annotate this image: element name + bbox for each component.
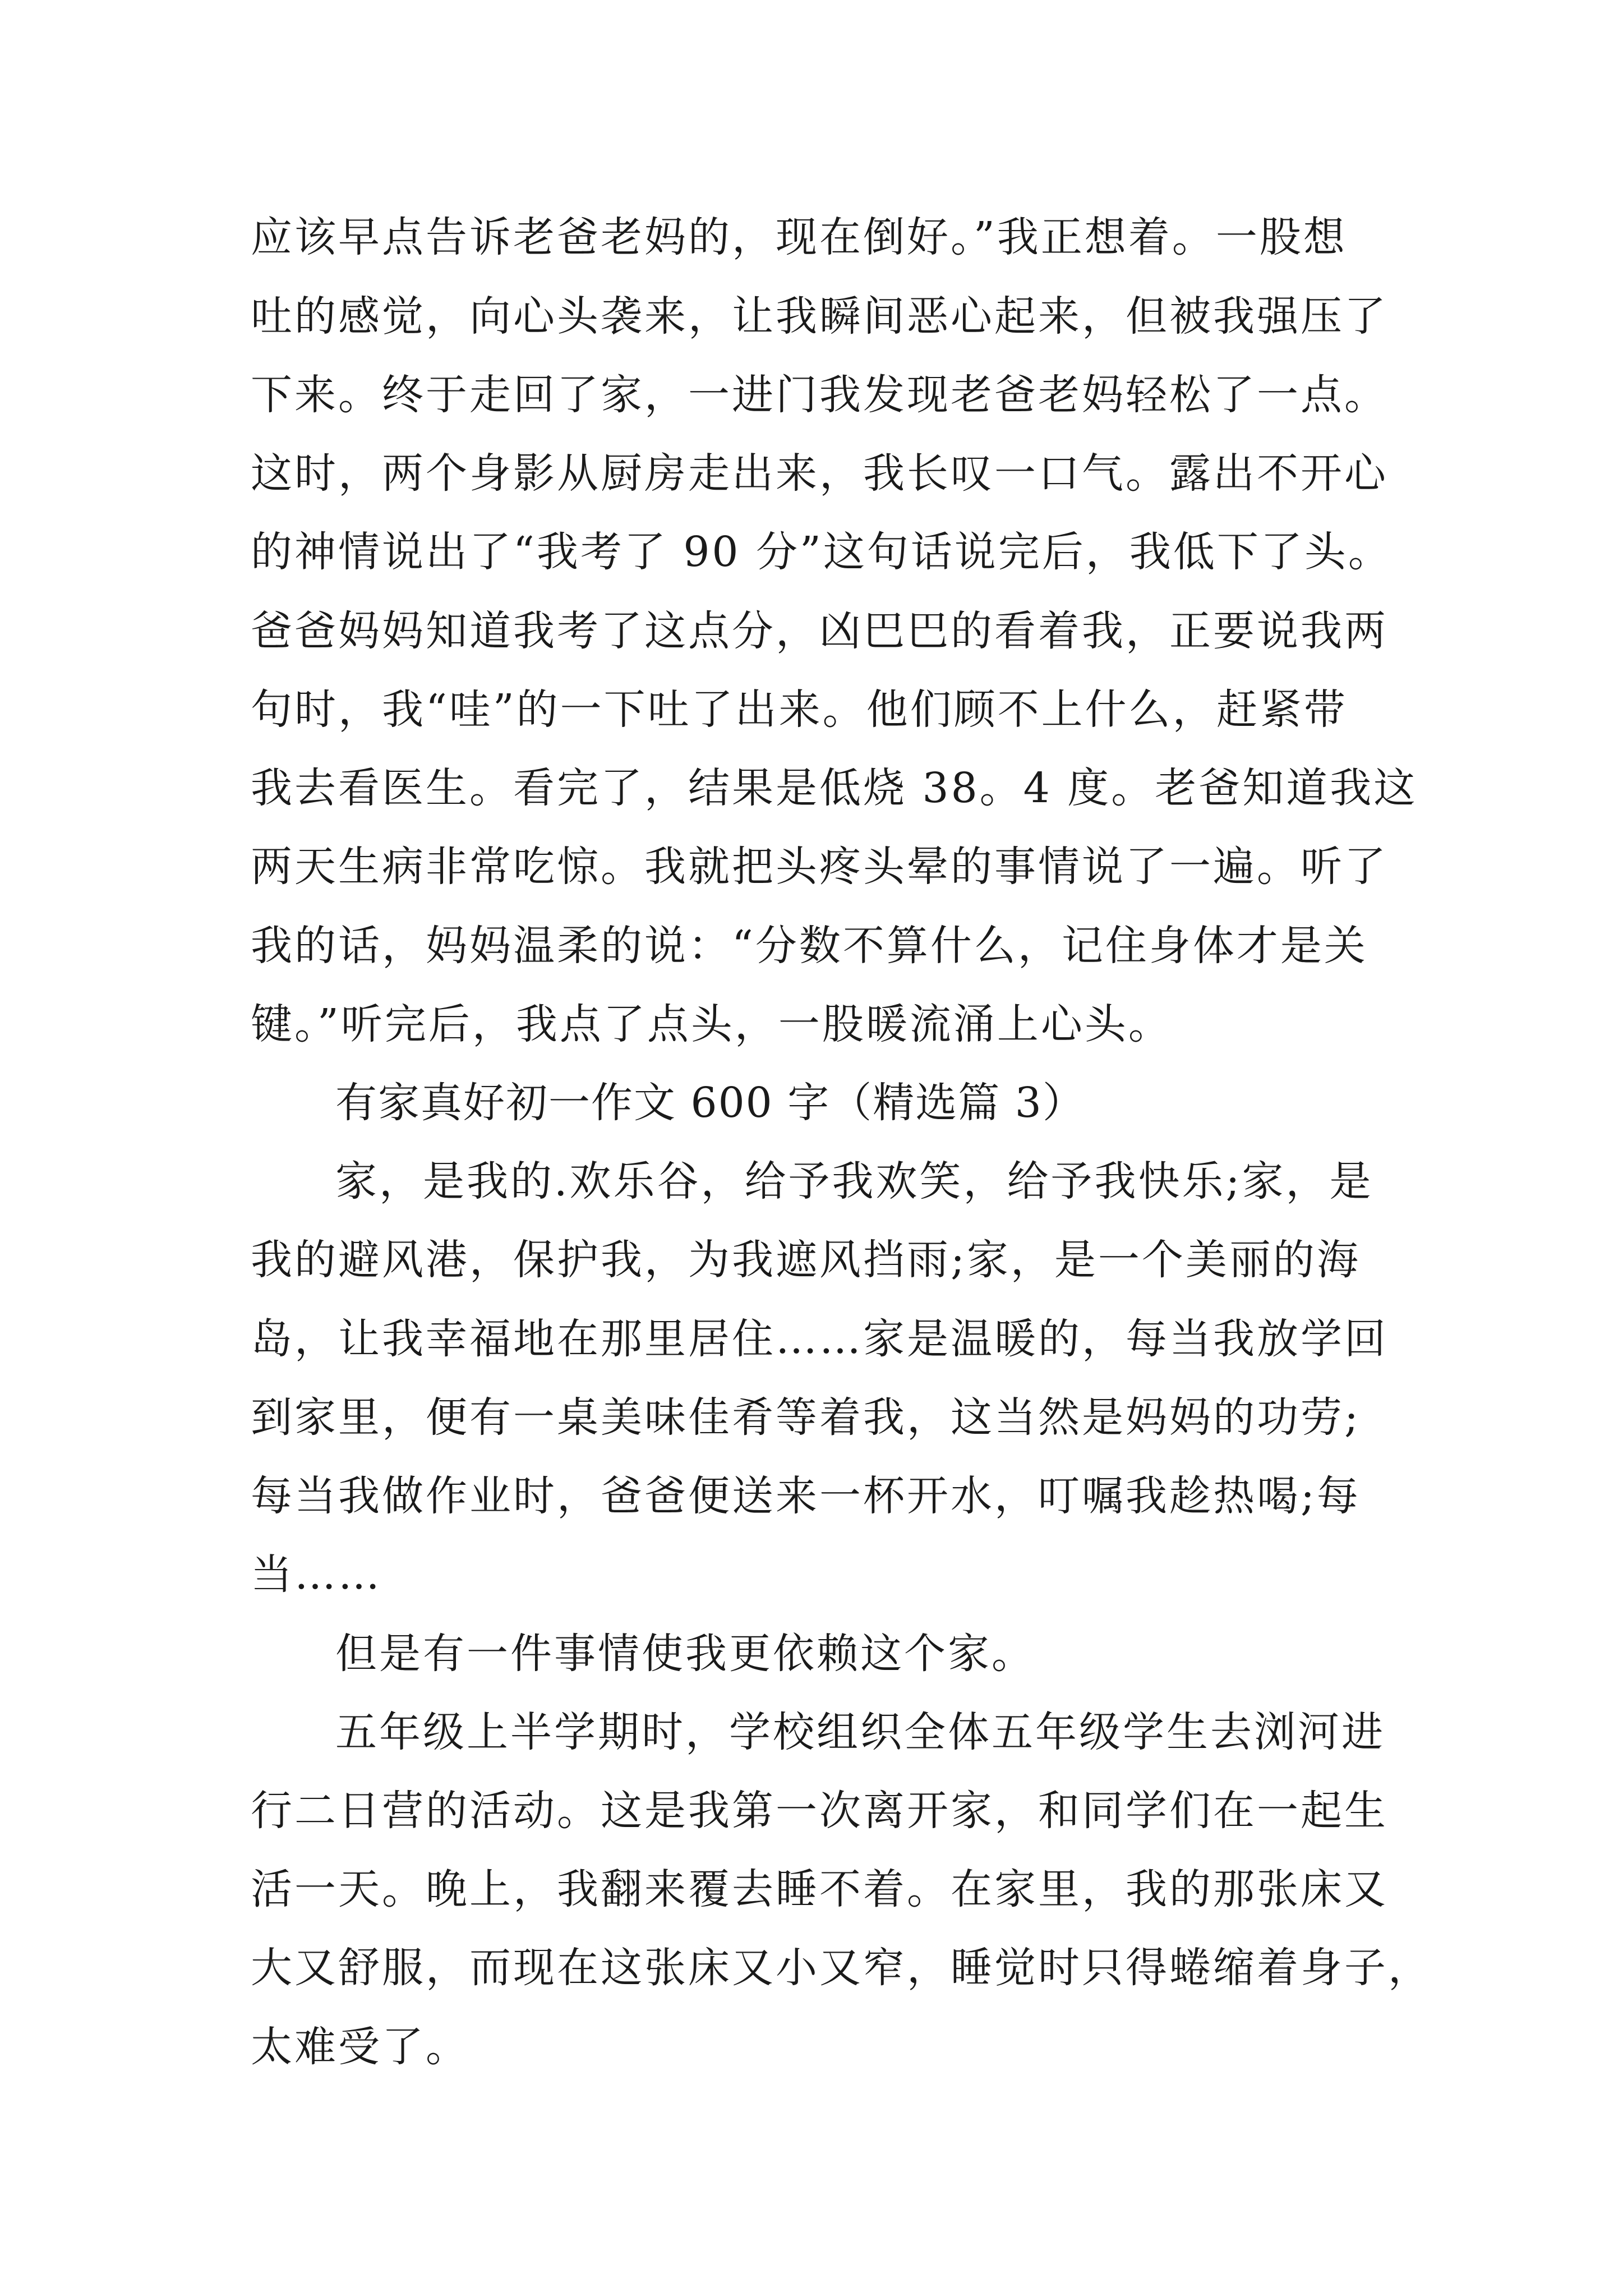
text-line: 的神情说出了“我考了 90 分”这句话说完后，我低下了头。 — [251, 528, 1392, 576]
text-line: 大又舒服，而现在这张床又小又窄，睡觉时只得蜷缩着身子， — [251, 1944, 1432, 1992]
text-line: 吐的感觉，向心头袭来，让我瞬间恶心起来，但被我强压了 — [251, 292, 1388, 341]
paragraph-first-line: 五年级上半学期时，学校组织全体五年级学生去浏河进 — [335, 1708, 1385, 1756]
text-line: 我去看医生。看完了，结果是低烧 38。4 度。老爸知道我这 — [251, 764, 1418, 812]
text-line: 到家里，便有一桌美味佳肴等着我，这当然是妈妈的功劳; — [251, 1393, 1361, 1442]
paragraph-first-line: 家，是我的.欢乐谷，给予我欢笑，给予我快乐;家，是 — [335, 1157, 1373, 1205]
text-line: 太难受了。 — [251, 2023, 469, 2071]
text-line: 岛，让我幸福地在那里居住……家是温暖的，每当我放学回 — [251, 1315, 1388, 1363]
text-line: 键。”听完后，我点了点头，一股暖流涌上心头。 — [251, 1000, 1172, 1048]
text-line: 应该早点告诉老爸老妈的，现在倒好。”我正想着。一股想 — [251, 213, 1347, 261]
text-line: 下来。终于走回了家，一进门我发现老爸老妈轻松了一点。 — [251, 371, 1388, 419]
text-line: 我的话，妈妈温柔的说：“分数不算什么，记住身体才是关 — [251, 922, 1368, 970]
text-line: 活一天。晚上，我翻来覆去睡不着。在家里，我的那张床又 — [251, 1865, 1388, 1913]
text-line: 当…… — [251, 1550, 382, 1599]
text-line: 每当我做作业时，爸爸便送来一杯开水，叮嘱我趁热喝;每 — [251, 1472, 1361, 1520]
text-line: 两天生病非常吃惊。我就把头疼头晕的事情说了一遍。听了 — [251, 843, 1388, 891]
paragraph-first-line: 但是有一件事情使我更依赖这个家。 — [335, 1630, 1035, 1678]
text-line: 这时，两个身影从厨房走出来，我长叹一口气。露出不开心 — [251, 449, 1388, 498]
text-line: 句时，我“哇”的一下吐了出来。他们顾不上什么，赶紧带 — [251, 685, 1348, 734]
section-heading: 有家真好初一作文 600 字（精选篇 3） — [335, 1079, 1085, 1127]
text-line: 我的避风港，保护我，为我遮风挡雨;家，是一个美丽的海 — [251, 1236, 1361, 1284]
text-line: 行二日营的活动。这是我第一次离开家，和同学们在一起生 — [251, 1787, 1388, 1835]
text-line: 爸爸妈妈知道我考了这点分，凶巴巴的看着我，正要说我两 — [251, 607, 1388, 655]
